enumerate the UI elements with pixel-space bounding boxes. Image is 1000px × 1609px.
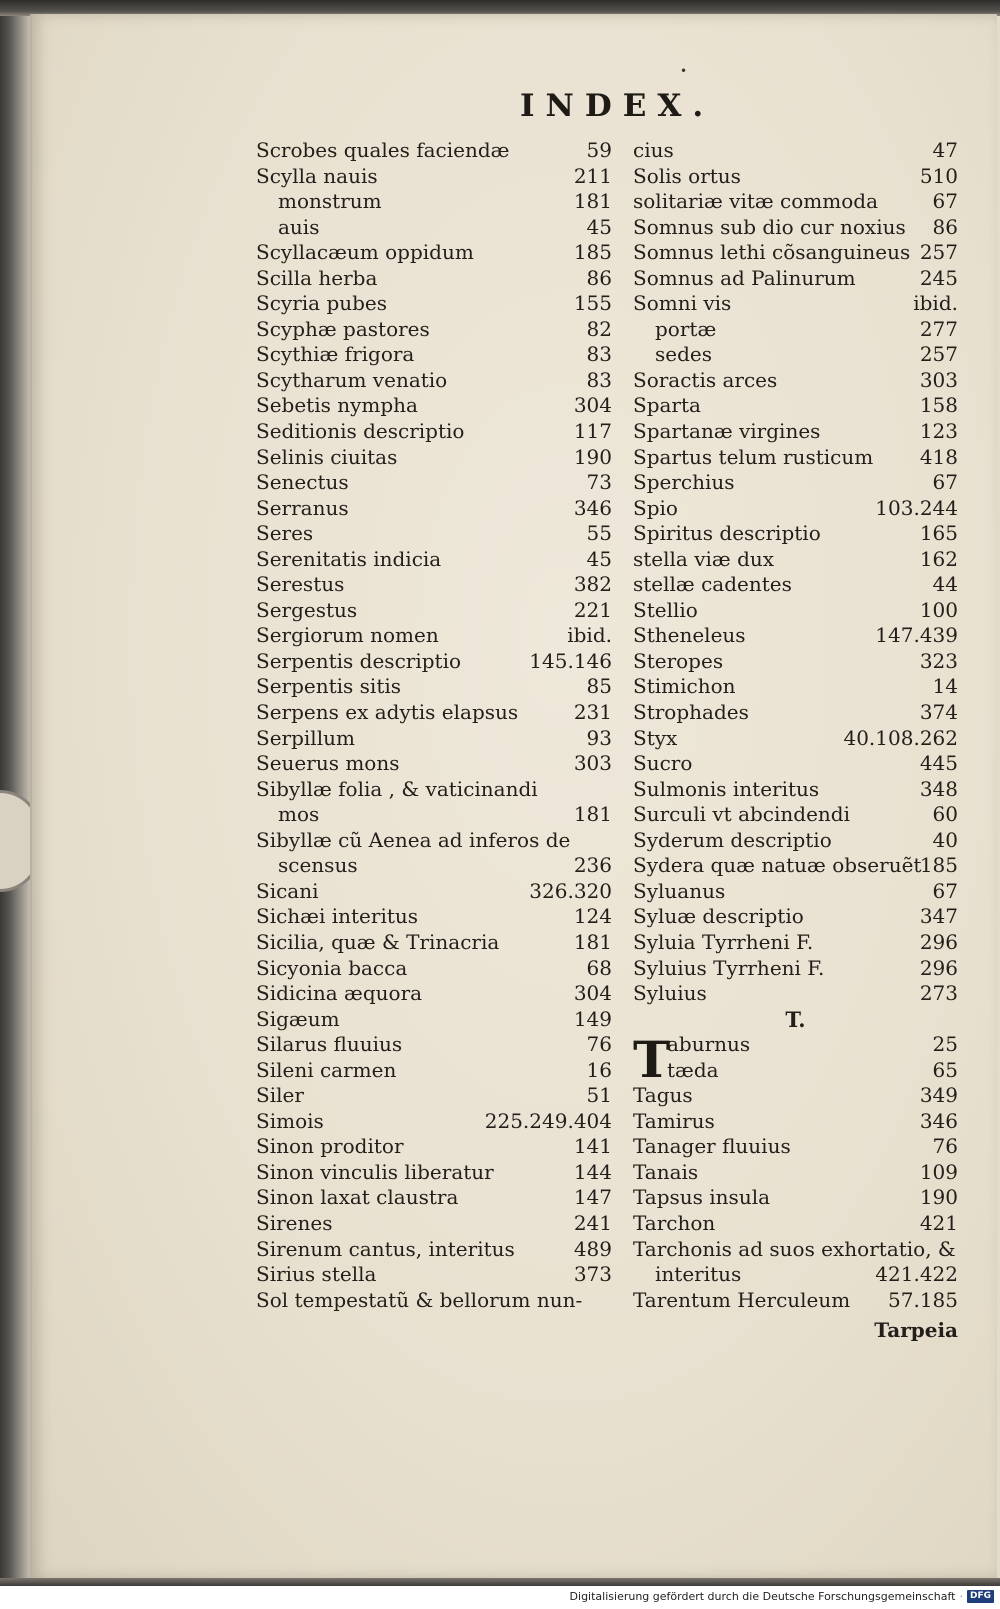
index-term: Sibyllæ folia , & vaticinandi bbox=[256, 776, 538, 801]
page-reference: 144 bbox=[573, 1159, 612, 1184]
index-term: Scythiæ frigora bbox=[256, 342, 415, 367]
index-term: mos bbox=[278, 802, 320, 827]
index-entry bbox=[256, 1032, 612, 1058]
index-term: Syluanus bbox=[633, 878, 726, 903]
index-entry bbox=[256, 1083, 612, 1109]
index-term: Selinis ciuitas bbox=[256, 444, 398, 469]
index-term: Sigæum bbox=[256, 1006, 340, 1031]
index-entry bbox=[256, 368, 612, 394]
index-term: Steropes bbox=[633, 648, 724, 673]
index-entry bbox=[256, 1109, 612, 1135]
index-term: Solis ortus bbox=[633, 163, 741, 188]
index-term: Sucro bbox=[633, 751, 693, 776]
index-term: Sol tempestatũ & bellorum nun- bbox=[256, 1287, 583, 1312]
page-reference: 68 bbox=[586, 955, 612, 980]
page-reference: 185 bbox=[919, 853, 958, 878]
page-reference: ibid. bbox=[913, 291, 958, 316]
index-term: Scylla nauis bbox=[256, 163, 378, 188]
index-term: Sinon vinculis liberatur bbox=[256, 1159, 494, 1184]
page-reference: 221 bbox=[573, 597, 612, 622]
page-reference: 45 bbox=[586, 546, 612, 571]
index-term: Sparta bbox=[633, 393, 701, 418]
page-reference: 59 bbox=[586, 138, 612, 162]
index-term: stella viæ dux bbox=[633, 546, 775, 571]
page-reference: 323 bbox=[919, 648, 958, 673]
page-reference: 82 bbox=[586, 316, 612, 341]
index-term: Tarentum Herculeum bbox=[633, 1287, 851, 1312]
index-term: Serenitatis indicia bbox=[256, 546, 442, 571]
page-reference: 25 bbox=[932, 1032, 958, 1057]
page-reference: 418 bbox=[919, 444, 958, 469]
index-term: portæ bbox=[655, 316, 717, 341]
index-entry bbox=[256, 930, 612, 956]
index-term: Sergestus bbox=[256, 597, 358, 622]
page-reference: 47 bbox=[932, 138, 958, 162]
index-term: Serpentis sitis bbox=[256, 674, 402, 699]
index-term: Tapsus insula bbox=[633, 1185, 771, 1210]
page-reference: 57.185 bbox=[888, 1287, 958, 1312]
index-entry bbox=[256, 342, 612, 368]
page-reference: 257 bbox=[919, 342, 958, 367]
index-term: Strophades bbox=[633, 700, 749, 725]
page-reference: 100 bbox=[919, 597, 958, 622]
index-entry bbox=[256, 623, 612, 649]
index-entry bbox=[256, 164, 612, 190]
catchword: Tarpeia bbox=[874, 1318, 958, 1342]
page-reference: 304 bbox=[573, 981, 612, 1006]
index-term: Surculi vt abcindendi bbox=[633, 802, 850, 827]
page-reference: 14 bbox=[932, 674, 958, 699]
index-term: Scyllacæum oppidum bbox=[256, 240, 474, 265]
index-entry bbox=[256, 470, 612, 496]
index-term: Stimichon bbox=[633, 674, 736, 699]
index-entry bbox=[256, 1185, 612, 1211]
credit-text: Digitalisierung gefördert durch die Deutsche Forschungsgemeinschaft bbox=[569, 1590, 956, 1603]
index-term: Sicani bbox=[256, 878, 319, 903]
page-reference: 181 bbox=[573, 189, 612, 214]
page-reference: 85 bbox=[586, 674, 612, 699]
page-reference: 103.244 bbox=[875, 495, 958, 520]
page-reference: 93 bbox=[586, 725, 612, 750]
index-column-left bbox=[256, 138, 612, 1313]
page-reference: 67 bbox=[932, 470, 958, 495]
ink-speck: • bbox=[680, 64, 688, 78]
index-term: Serpillum bbox=[256, 725, 355, 750]
page-reference: 181 bbox=[573, 802, 612, 827]
page-reference: 190 bbox=[573, 444, 612, 469]
index-term: Seditionis descriptio bbox=[256, 419, 465, 444]
index-term: Serpens ex adytis elapsus bbox=[256, 700, 519, 725]
index-term: Scytharum venatio bbox=[256, 367, 448, 392]
index-term: Scilla herba bbox=[256, 265, 378, 290]
index-term: Spiritus descriptio bbox=[633, 521, 821, 546]
index-term: Sirenum cantus, interitus bbox=[256, 1236, 515, 1261]
index-term: Somnus sub dio cur noxius bbox=[633, 214, 906, 239]
index-entry bbox=[256, 700, 612, 726]
index-entry bbox=[256, 649, 612, 675]
index-term: Sidicina æquora bbox=[256, 981, 423, 1006]
index-term: Scyria pubes bbox=[256, 291, 388, 316]
page-reference: 55 bbox=[586, 521, 612, 546]
index-entry bbox=[256, 598, 612, 624]
index-term: Seuerus mons bbox=[256, 751, 400, 776]
page-reference: 158 bbox=[919, 393, 958, 418]
page-reference: 303 bbox=[573, 751, 612, 776]
index-term: Tarchonis ad suos exhortatio, & bbox=[633, 1236, 956, 1261]
page-reference: 44 bbox=[932, 572, 958, 597]
page-reference: 346 bbox=[919, 1108, 958, 1133]
index-term: Somni vis bbox=[633, 291, 732, 316]
page-reference: 86 bbox=[586, 265, 612, 290]
index-term: Sileni carmen bbox=[256, 1057, 397, 1082]
index-entry bbox=[256, 956, 612, 982]
index-term: auis bbox=[278, 214, 320, 239]
index-term: Syluius Tyrrheni F. bbox=[633, 955, 825, 980]
index-term: Sebetis nympha bbox=[256, 393, 418, 418]
index-term: Sulmonis interitus bbox=[633, 776, 820, 801]
index-term: Senectus bbox=[256, 470, 349, 495]
page-reference: 346 bbox=[573, 495, 612, 520]
index-entry bbox=[256, 802, 612, 828]
index-term: Sinon laxat claustra bbox=[256, 1185, 459, 1210]
page-reference: 155 bbox=[573, 291, 612, 316]
page-reference: 489 bbox=[573, 1236, 612, 1261]
page-reference: 45 bbox=[586, 214, 612, 239]
catchword-frame bbox=[633, 0, 958, 1609]
index-entry bbox=[256, 572, 612, 598]
digitization-credit: Digitalisierung gefördert durch die Deutsche Forschungsgemeinschaft · DFG bbox=[570, 1590, 994, 1603]
index-term: tæda bbox=[667, 1057, 719, 1082]
index-term: Somnus lethi cõsanguineus bbox=[633, 240, 911, 265]
index-entry bbox=[256, 1007, 612, 1033]
page-reference: 236 bbox=[573, 853, 612, 878]
page-reference: 225.249.404 bbox=[484, 1108, 612, 1133]
index-entry bbox=[256, 726, 612, 752]
page-reference: 185 bbox=[573, 240, 612, 265]
index-term: Sicyonia bacca bbox=[256, 955, 408, 980]
index-term: Syderum descriptio bbox=[633, 827, 832, 852]
page-reference: 245 bbox=[919, 265, 958, 290]
index-entry bbox=[256, 853, 612, 879]
index-entry bbox=[256, 1058, 612, 1084]
index-term: Somnus ad Palinurum bbox=[633, 265, 856, 290]
page-reference: 67 bbox=[932, 878, 958, 903]
page-reference: 86 bbox=[932, 214, 958, 239]
page-reference: ibid. bbox=[567, 623, 612, 648]
index-entry bbox=[256, 751, 612, 777]
index-term: Tamirus bbox=[633, 1108, 715, 1133]
page-reference: 83 bbox=[586, 367, 612, 392]
page-reference: 147 bbox=[573, 1185, 612, 1210]
dfg-logo: DFG bbox=[967, 1590, 994, 1603]
page-reference: 510 bbox=[919, 163, 958, 188]
page-reference: 296 bbox=[919, 955, 958, 980]
index-term: Sperchius bbox=[633, 470, 735, 495]
page-title: INDEX. bbox=[520, 88, 715, 124]
page-reference: 374 bbox=[919, 700, 958, 725]
page-reference: 60 bbox=[932, 802, 958, 827]
index-term: monstrum bbox=[278, 189, 382, 214]
index-term: Syluæ descriptio bbox=[633, 904, 804, 929]
index-entry bbox=[256, 981, 612, 1007]
index-entry bbox=[256, 828, 612, 854]
page-reference: 421.422 bbox=[875, 1262, 958, 1287]
index-term: Simois bbox=[256, 1108, 324, 1133]
index-term: Tanager fluuius bbox=[633, 1134, 791, 1159]
page-reference: 109 bbox=[919, 1159, 958, 1184]
index-term: Syluius bbox=[633, 981, 707, 1006]
index-term: sedes bbox=[655, 342, 713, 367]
page-reference: 149 bbox=[573, 1006, 612, 1031]
index-entry bbox=[256, 496, 612, 522]
page-reference: 123 bbox=[919, 419, 958, 444]
page-reference: 349 bbox=[919, 1083, 958, 1108]
index-term: Sichæi interitus bbox=[256, 904, 419, 929]
index-term: Soractis arces bbox=[633, 367, 778, 392]
index-term: Sergiorum nomen bbox=[256, 623, 439, 648]
page-reference: 181 bbox=[573, 929, 612, 954]
page-reference: 347 bbox=[919, 904, 958, 929]
index-entry bbox=[256, 879, 612, 905]
page-reference: 76 bbox=[932, 1134, 958, 1159]
index-entry bbox=[256, 419, 612, 445]
index-term: Sirenes bbox=[256, 1210, 333, 1235]
page-reference: 145.146 bbox=[529, 648, 612, 673]
page-reference: 141 bbox=[573, 1134, 612, 1159]
index-entry bbox=[256, 1262, 612, 1288]
index-term: Tanais bbox=[633, 1159, 699, 1184]
index-term: Tagus bbox=[633, 1083, 693, 1108]
index-entry bbox=[256, 317, 612, 343]
page-reference: 65 bbox=[932, 1057, 958, 1082]
index-term: Tarchon bbox=[633, 1210, 716, 1235]
page-reference: 348 bbox=[919, 776, 958, 801]
page-reference: 373 bbox=[573, 1262, 612, 1287]
index-term: Scyphæ pastores bbox=[256, 316, 430, 341]
page-reference: 277 bbox=[919, 316, 958, 341]
index-term: scensus bbox=[278, 853, 358, 878]
page-reference: 51 bbox=[586, 1083, 612, 1108]
index-entry bbox=[256, 138, 612, 164]
page-reference: 296 bbox=[919, 929, 958, 954]
index-term: Spartanæ virgines bbox=[633, 419, 821, 444]
index-entry bbox=[256, 904, 612, 930]
drop-cap-initial: T bbox=[633, 1030, 671, 1090]
index-term: stellæ cadentes bbox=[633, 572, 792, 597]
index-entry bbox=[256, 1134, 612, 1160]
page-reference: 147.439 bbox=[875, 623, 958, 648]
index-term: Syluia Tyrrheni F. bbox=[633, 929, 814, 954]
page-reference: 83 bbox=[586, 342, 612, 367]
index-term: Scrobes quales faciendæ bbox=[256, 138, 510, 162]
index-term: Stellio bbox=[633, 597, 698, 622]
index-entry bbox=[256, 521, 612, 547]
page-reference: 162 bbox=[919, 546, 958, 571]
index-term: Stheneleus bbox=[633, 623, 746, 648]
page-reference: 73 bbox=[586, 470, 612, 495]
page-reference: 421 bbox=[919, 1210, 958, 1235]
page-reference: 326.320 bbox=[529, 878, 612, 903]
index-entry bbox=[256, 1211, 612, 1237]
page-reference: 190 bbox=[919, 1185, 958, 1210]
page-reference: 117 bbox=[573, 419, 612, 444]
index-term: Silarus fluuius bbox=[256, 1032, 403, 1057]
index-term: interitus bbox=[655, 1262, 742, 1287]
page-reference: 124 bbox=[573, 904, 612, 929]
page-reference: 257 bbox=[919, 240, 958, 265]
index-entry bbox=[256, 1237, 612, 1263]
index-term: cius bbox=[633, 138, 674, 162]
index-entry bbox=[256, 189, 612, 215]
index-term: aburnus bbox=[667, 1032, 751, 1057]
index-term: Sydera quæ natuæ obseruẽt bbox=[633, 853, 922, 878]
page-reference: 40.108.262 bbox=[843, 725, 958, 750]
page-reference: 304 bbox=[573, 393, 612, 418]
index-entry bbox=[256, 393, 612, 419]
index-term: Seres bbox=[256, 521, 314, 546]
page-reference: 382 bbox=[573, 572, 612, 597]
index-term: Serestus bbox=[256, 572, 345, 597]
index-term: Sibyllæ cũ Aenea ad inferos de bbox=[256, 827, 571, 852]
page-reference: 211 bbox=[573, 163, 612, 188]
page-reference: 40 bbox=[932, 827, 958, 852]
index-term: Sirius stella bbox=[256, 1262, 377, 1287]
index-entry bbox=[256, 240, 612, 266]
page-reference: 67 bbox=[932, 189, 958, 214]
page-reference: 241 bbox=[573, 1210, 612, 1235]
index-entry bbox=[256, 674, 612, 700]
index-term: Spartus telum rusticum bbox=[633, 444, 874, 469]
page-reference: 165 bbox=[919, 521, 958, 546]
index-term: Spio bbox=[633, 495, 678, 520]
index-term: Styx bbox=[633, 725, 678, 750]
index-term: Serranus bbox=[256, 495, 349, 520]
index-entry bbox=[256, 547, 612, 573]
index-entry bbox=[256, 1160, 612, 1186]
index-entry bbox=[256, 777, 612, 803]
page-reference: 16 bbox=[586, 1057, 612, 1082]
page-reference: 445 bbox=[919, 751, 958, 776]
page-reference: 273 bbox=[919, 981, 958, 1006]
index-term: Sicilia, quæ & Trinacria bbox=[256, 929, 500, 954]
index-term: solitariæ vitæ commoda bbox=[633, 189, 878, 214]
index-entry bbox=[256, 445, 612, 471]
page-reference: 231 bbox=[573, 700, 612, 725]
index-term: T. bbox=[785, 1006, 806, 1032]
index-term: Sinon proditor bbox=[256, 1134, 404, 1159]
index-entry bbox=[256, 215, 612, 241]
index-entry bbox=[256, 1288, 612, 1314]
page-reference: 76 bbox=[586, 1032, 612, 1057]
index-term: Serpentis descriptio bbox=[256, 648, 462, 673]
index-entry bbox=[256, 291, 612, 317]
page-reference: 303 bbox=[919, 367, 958, 392]
index-term: Siler bbox=[256, 1083, 304, 1108]
index-entry bbox=[256, 266, 612, 292]
